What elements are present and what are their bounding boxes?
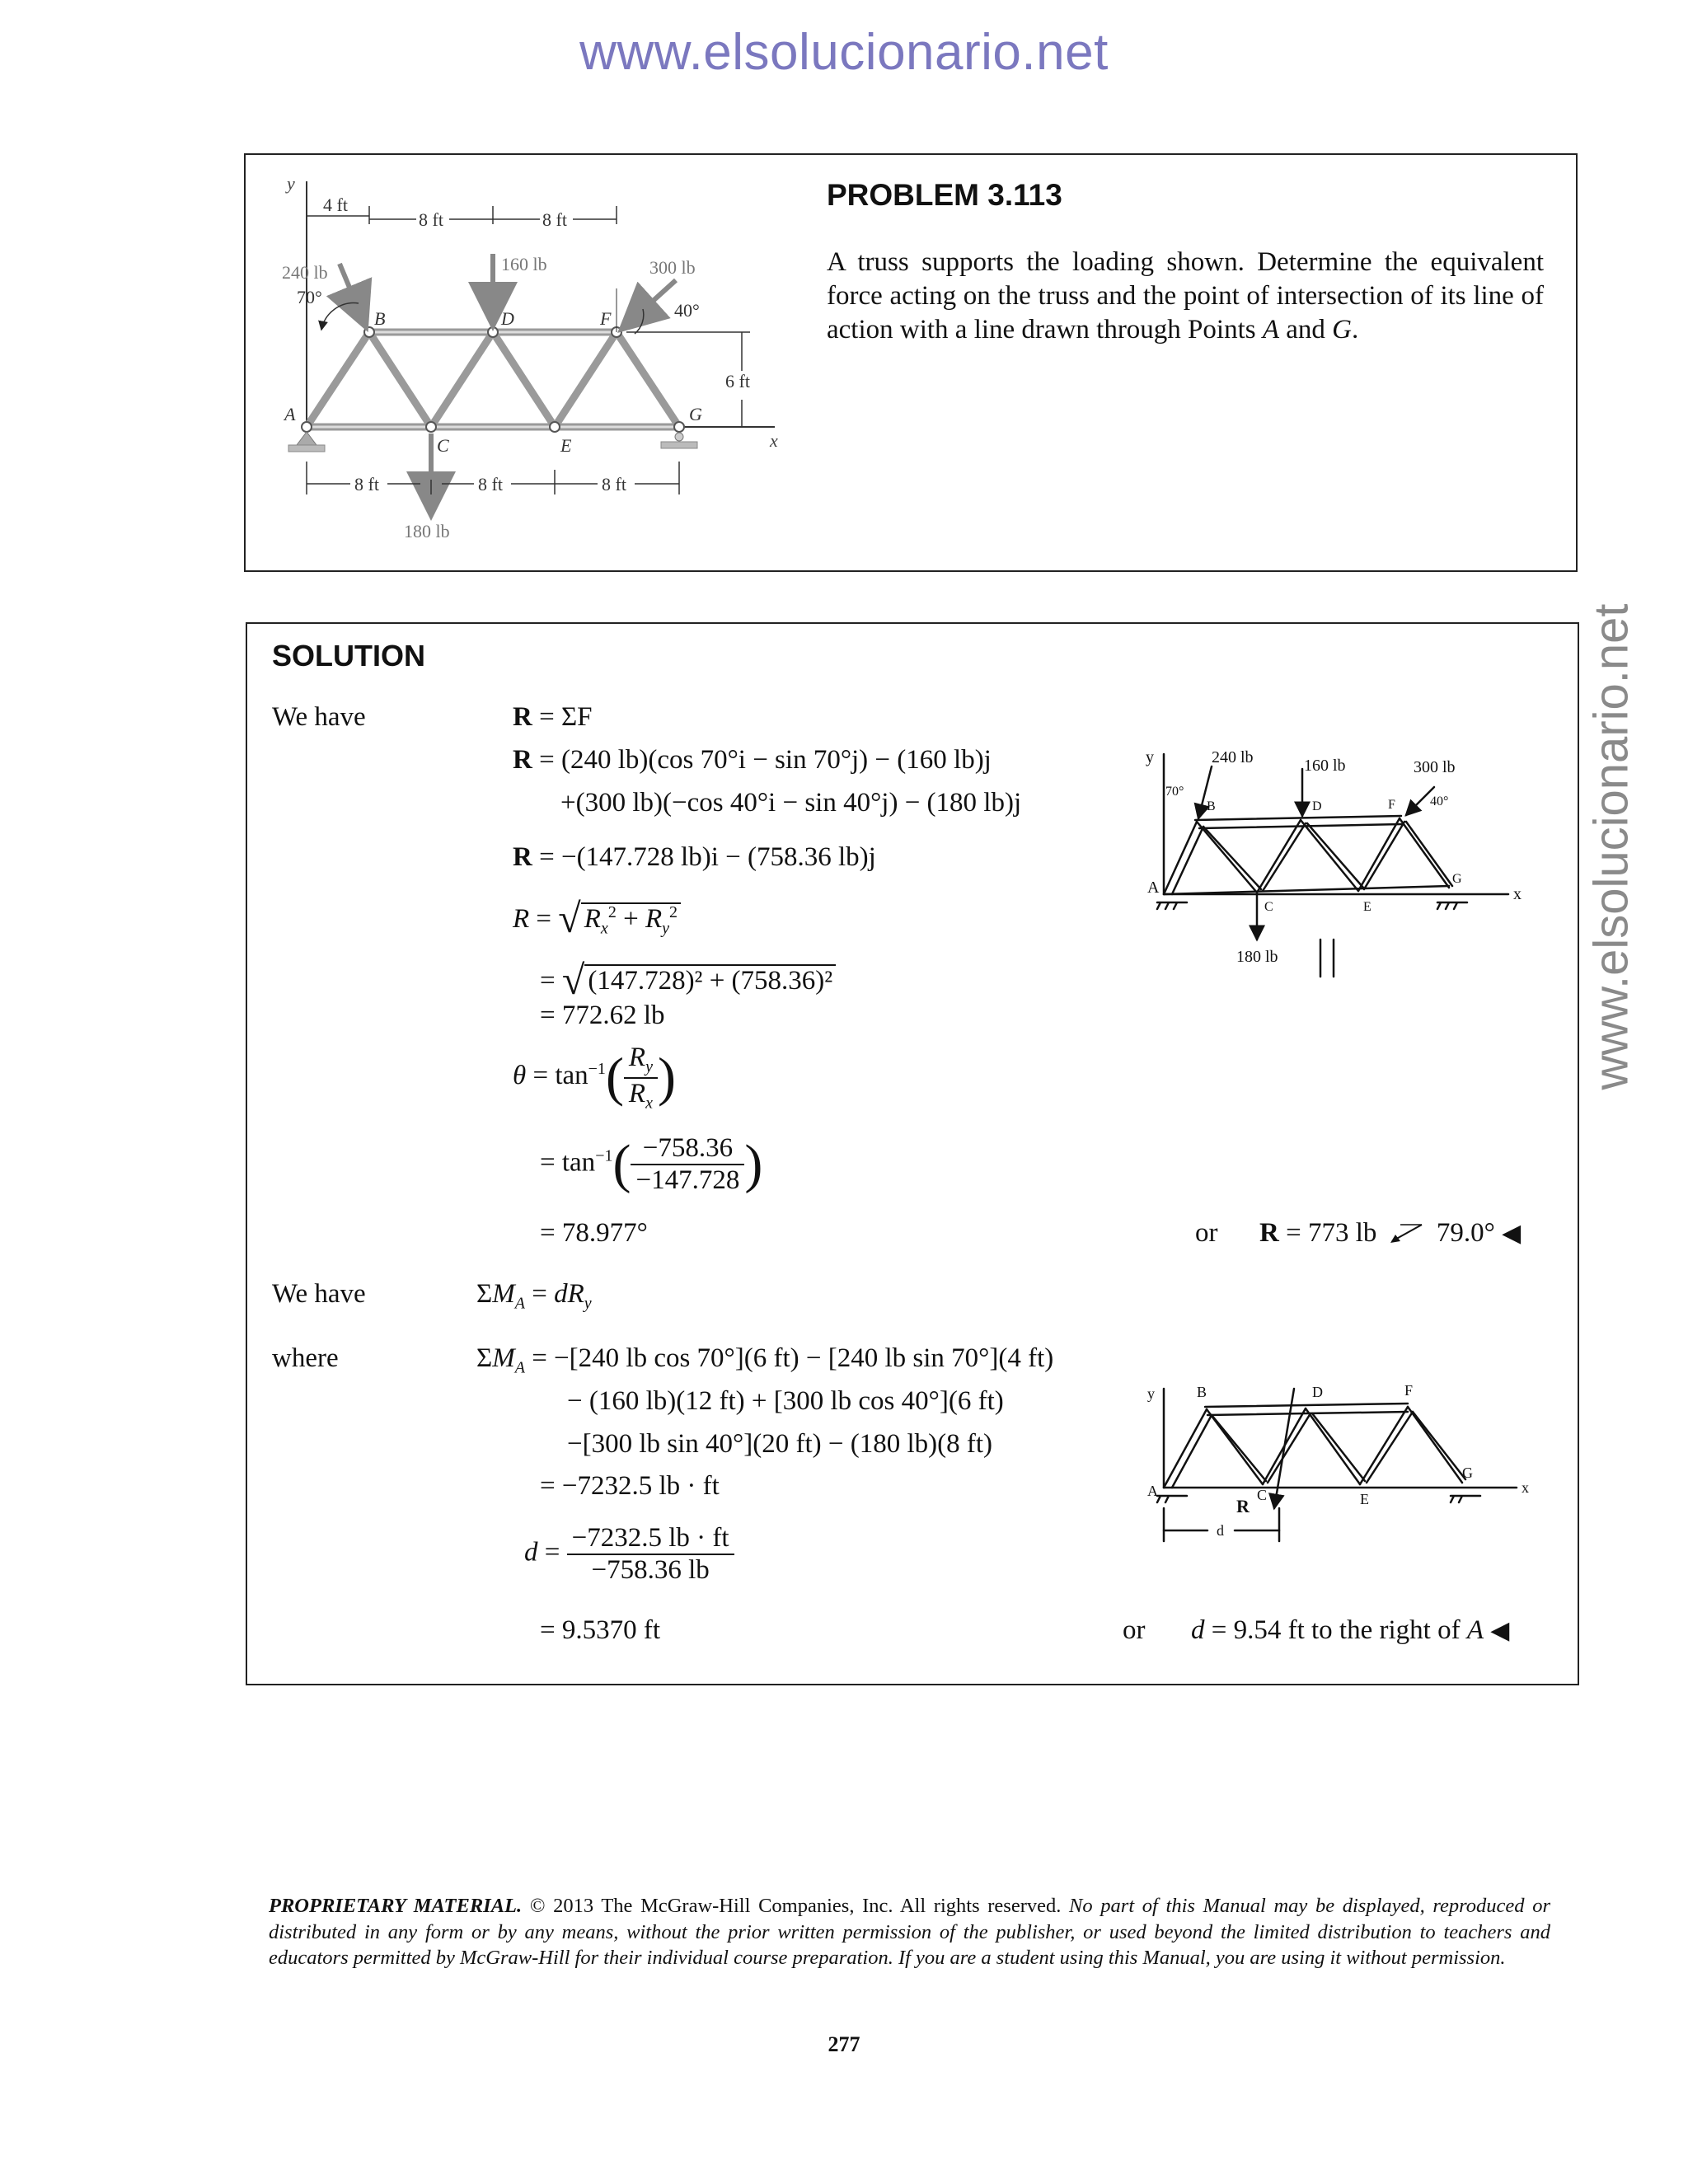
label-we-have-1: We have: [272, 702, 366, 732]
eq-d-frac: d = $\frac{-7232.5 lb \cdot ft}{-758.36 lb}$: [524, 1523, 734, 1586]
fig-y-axis-label: y: [287, 173, 295, 194]
svg-text:B: B: [374, 308, 386, 329]
svg-text:F: F: [600, 308, 612, 329]
label-we-have-2: We have: [272, 1279, 366, 1309]
fig-x-axis-label: x: [770, 430, 778, 451]
svg-text:G: G: [689, 404, 702, 424]
eq-r-mag-def: R = √ $R_x^2 + R_y^2$: [513, 894, 681, 942]
solution-title: SOLUTION: [272, 639, 425, 673]
label-where: where: [272, 1343, 339, 1373]
eq-r-line2: +(300 lb)(−cos 40°i − sin 40°j) − (180 lb)j: [560, 788, 1022, 818]
eq-r-line1: R = (240 lb)(cos 70°i − sin 70°j) − (160 lb)j: [513, 745, 992, 775]
svg-text:6 ft: 6 ft: [725, 371, 750, 391]
svg-text:A: A: [1147, 1483, 1158, 1499]
svg-text:D: D: [501, 308, 514, 329]
svg-text:G: G: [1462, 1465, 1473, 1481]
svg-text:180 lb: 180 lb: [1236, 948, 1278, 966]
svg-text:A: A: [1147, 879, 1160, 897]
eq-moment-1: $\Sigma M_A = -[240$ lb cos 70°](6 ft) − [240 lb sin 70°](4 ft): [476, 1343, 1054, 1377]
svg-text:C: C: [1257, 1487, 1268, 1503]
svg-text:E: E: [560, 435, 572, 456]
fig-load-300: 300 lb: [649, 257, 696, 278]
page-number: 277: [828, 2032, 860, 2056]
answer-d: d = 9.54 ft to the right of A ◀: [1191, 1615, 1510, 1645]
svg-text:8 ft: 8 ft: [419, 209, 443, 230]
svg-text:y: y: [1146, 748, 1154, 766]
eq-theta-def: $\theta = \tan^{-1}$( $\frac{R_y}{R_x}$ ): [513, 1043, 676, 1113]
problem-statement: A truss supports the loading shown. Determine the equivalent force acting on the truss and the point of intersection of its line of action with a line drawn through Points A and G.: [827, 247, 1544, 344]
answer-r: R = 773 lb 79.0° ◀: [1259, 1218, 1522, 1248]
svg-text:70°: 70°: [1165, 785, 1184, 799]
svg-text:8 ft: 8 ft: [602, 474, 626, 494]
problem-figure: [272, 165, 799, 552]
svg-text:300 lb: 300 lb: [1414, 758, 1456, 776]
svg-text:40°: 40°: [1430, 794, 1449, 808]
sketch-resultant: [1129, 1372, 1541, 1578]
sketch-loads: [1129, 738, 1541, 993]
svg-text:y: y: [1147, 1385, 1155, 1402]
svg-text:4 ft: 4 ft: [323, 194, 348, 215]
svg-text:A: A: [284, 404, 296, 424]
svg-text:F: F: [1404, 1382, 1414, 1399]
truss-members: [307, 332, 679, 427]
svg-text:E: E: [1363, 900, 1372, 914]
eq-d-val: = 9.5370 ft: [540, 1615, 661, 1645]
svg-text:B: B: [1197, 1384, 1207, 1400]
svg-text:70°: 70°: [297, 287, 322, 307]
svg-text:E: E: [1360, 1491, 1369, 1507]
svg-text:C: C: [437, 435, 449, 456]
direction-arrow-icon: [1389, 1220, 1425, 1244]
watermark-side: www.elsolucionario.net: [1584, 603, 1639, 1090]
svg-text:D: D: [1312, 1384, 1323, 1400]
svg-text:160 lb: 160 lb: [1304, 757, 1346, 775]
svg-text:240 lb: 240 lb: [1212, 748, 1254, 766]
eq-r-sum: R = ΣF: [513, 702, 593, 732]
problem-title: PROBLEM 3.113: [827, 178, 1062, 212]
eq-moment-result: = −7232.5 lb · ft: [540, 1471, 720, 1501]
eq-r-mag-num: = √ (147.728)² + (758.36)²: [540, 956, 836, 1004]
svg-text:8 ft: 8 ft: [542, 209, 567, 230]
fig-load-240: 240 lb: [282, 262, 328, 283]
eq-moment-3: −[300 lb sin 40°](20 ft) − (180 lb)(8 ft): [567, 1429, 992, 1459]
svg-text:8 ft: 8 ft: [354, 474, 379, 494]
label-or-2: or: [1123, 1615, 1146, 1645]
svg-text:40°: 40°: [674, 300, 700, 321]
svg-text:F: F: [1388, 798, 1395, 812]
svg-text:D: D: [1312, 799, 1322, 813]
svg-text:d: d: [1217, 1522, 1224, 1539]
svg-text:R: R: [1236, 1496, 1250, 1516]
watermark-top: www.elsolucionario.net: [579, 24, 1109, 81]
eq-r-result: R = −(147.728 lb)i − (758.36 lb)j: [513, 842, 876, 872]
svg-text:x: x: [1513, 885, 1522, 903]
eq-theta-val: = 78.977°: [540, 1218, 648, 1248]
fig-load-160: 160 lb: [501, 254, 547, 274]
svg-text:x: x: [1522, 1479, 1529, 1496]
svg-text:G: G: [1452, 872, 1462, 886]
eq-r-mag-val: = 772.62 lb: [540, 1001, 665, 1030]
fig-load-180: 180 lb: [404, 521, 450, 541]
eq-moment-2: − (160 lb)(12 ft) + [300 lb cos 40°](6 ft): [567, 1386, 1004, 1416]
svg-text:C: C: [1264, 900, 1273, 914]
svg-text:B: B: [1207, 799, 1216, 813]
eq-moment-def: $\Sigma M_A = dR_y$: [476, 1279, 592, 1313]
copyright-footer: PROPRIETARY MATERIAL. © 2013 The McGraw-Hill Companies, Inc. All rights reserved. No part of this Manual may be displayed, reproduced or distributed in any form or by any means, without the prior written permission of the publisher, or used beyond the limited distribution to teachers and educators permitted by McGraw-Hill for their individual course preparation. If you are a student using this Manual, you are using it without permission.: [269, 1895, 1550, 1969]
eq-theta-num: = $\tan^{-1}$( $\frac{-758.36}{-147.728}$ ): [540, 1133, 763, 1195]
svg-text:8 ft: 8 ft: [478, 474, 503, 494]
label-or-1: or: [1195, 1218, 1218, 1248]
